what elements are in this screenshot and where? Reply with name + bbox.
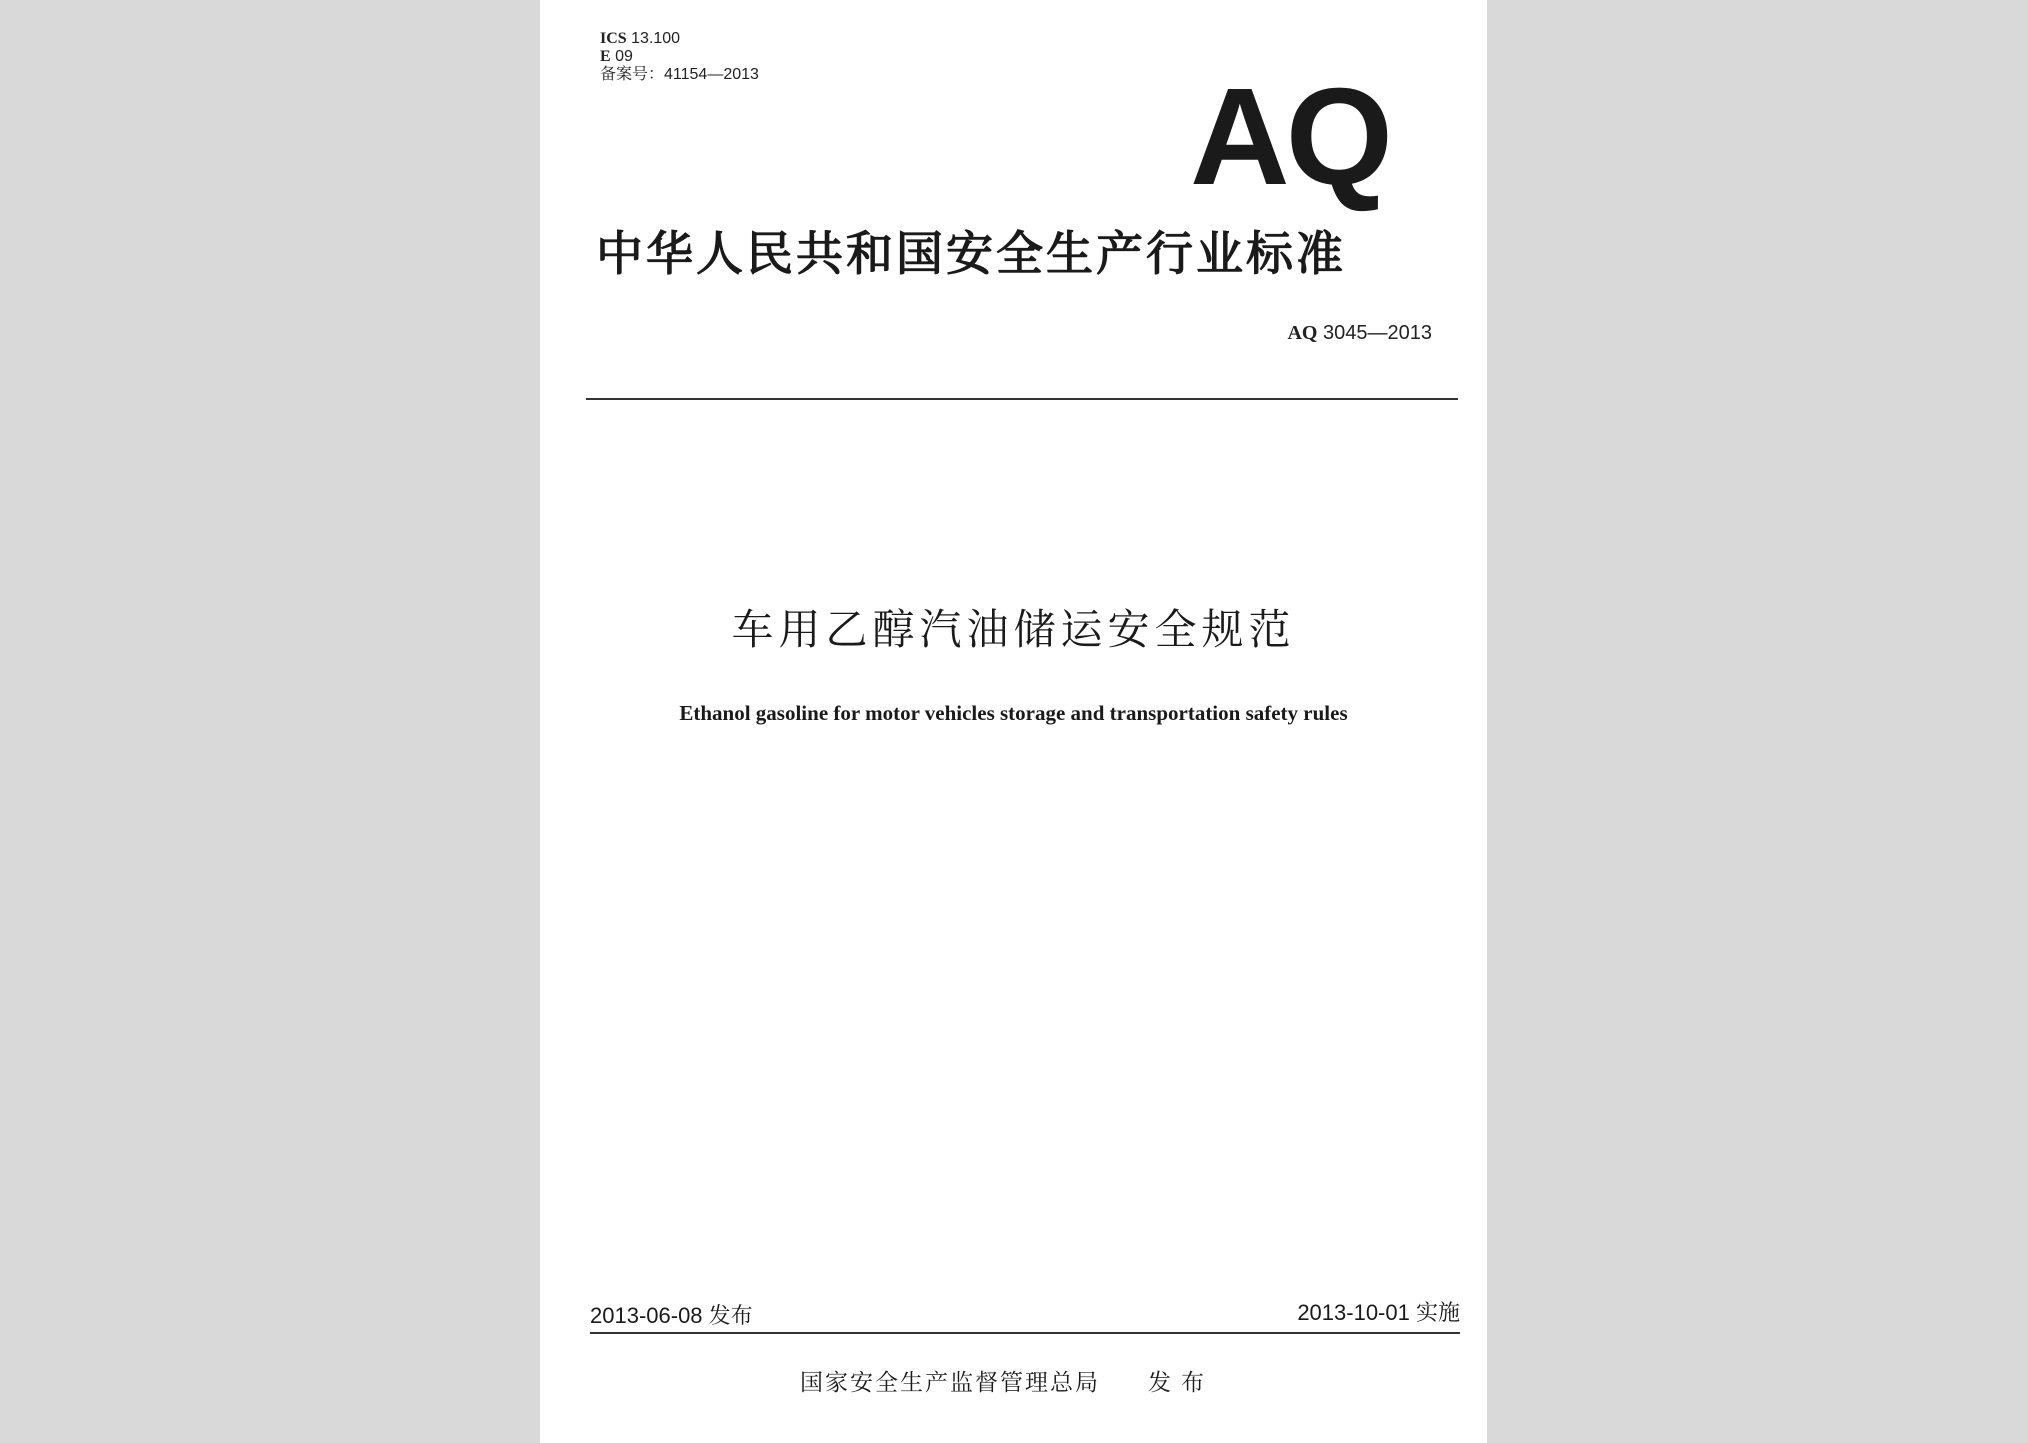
document-cover <box>540 0 1487 1443</box>
issue-date <box>590 1303 753 1329</box>
effective-date-label: 实施 <box>1415 1300 1460 1325</box>
ics-value: 13.100 <box>631 30 681 47</box>
ics-row <box>600 30 759 48</box>
standard-code: AQ <box>1287 322 1318 344</box>
standard-title: 中华人民共和国安全生产行业标准 <box>596 227 1346 282</box>
effective-date <box>1297 1300 1460 1326</box>
classification-block <box>600 30 759 84</box>
standard-number-value: 3045—2013 <box>1323 322 1432 344</box>
top-divider <box>586 398 1458 400</box>
bottom-divider <box>590 1332 1460 1334</box>
document-title-cn: 车用乙醇汽油储运安全规范 <box>731 605 1296 654</box>
record-value: 41154—2013 <box>664 66 759 83</box>
effective-date-value: 2013-10-01 <box>1297 1300 1410 1325</box>
class-label: E <box>600 48 611 65</box>
publisher-line <box>800 1369 1214 1397</box>
class-row <box>600 48 759 66</box>
standard-number <box>1287 321 1432 345</box>
ics-label: ICS <box>600 30 627 47</box>
publisher-action: 发布 <box>1148 1370 1214 1396</box>
document-title-en: Ethanol gasoline for motor vehicles storage and transportation safety rules <box>679 701 1348 725</box>
record-row <box>600 66 759 84</box>
issue-date-label: 发布 <box>708 1303 753 1328</box>
publisher-name: 国家安全生产监督管理总局 <box>800 1370 1100 1396</box>
issue-date-value: 2013-06-08 <box>590 1303 703 1328</box>
class-value: 09 <box>615 48 633 65</box>
aq-logo: AQ <box>1190 60 1389 214</box>
record-label: 备案号： <box>600 66 665 83</box>
